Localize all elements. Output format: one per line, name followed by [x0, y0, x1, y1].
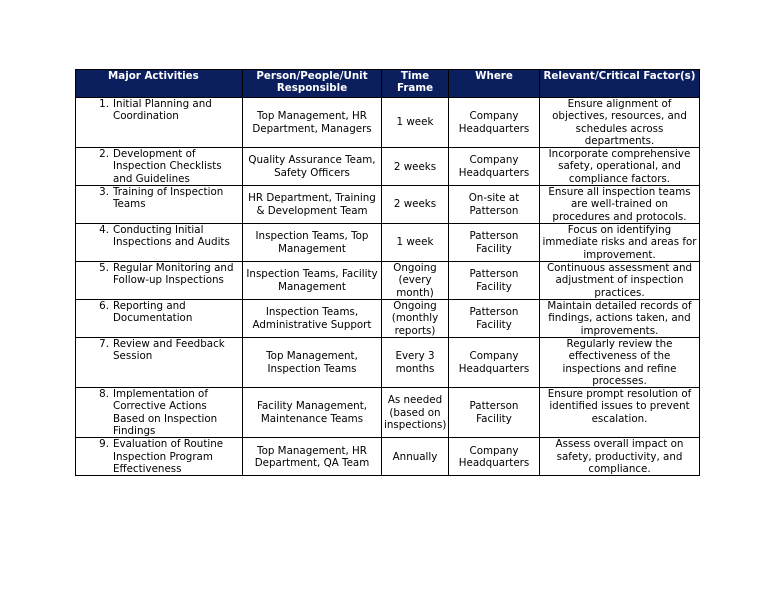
activity-number: 2. [99, 148, 109, 161]
header-factors: Relevant/Critical Factor(s) [540, 70, 700, 98]
table-header-row [76, 70, 700, 98]
table-row [76, 98, 700, 148]
header-time-frame: Time Frame [382, 70, 449, 98]
activity-cell [76, 186, 243, 224]
activity-number: 6. [99, 300, 109, 313]
responsible-cell: Top Management, Inspection Teams [243, 337, 382, 387]
factors-cell: Ensure all inspection teams are well-trained on procedures and protocols. [540, 186, 700, 224]
where-cell: Company Headquarters [449, 438, 540, 476]
factors-cell: Ensure alignment of objectives, resources, and schedules across departments. [540, 98, 700, 148]
where-cell: Patterson Facility [449, 262, 540, 300]
table-row [76, 337, 700, 387]
time-frame-cell: 2 weeks [382, 148, 449, 186]
factors-cell: Incorporate comprehensive safety, operational, and compliance factors. [540, 148, 700, 186]
activity-text: Reporting and Documentation [113, 300, 193, 325]
activity-cell [76, 438, 243, 476]
activity-number: 1. [99, 98, 109, 110]
activity-text: Implementation of Corrective Actions Based on Inspection Findings [113, 388, 218, 438]
table-row [76, 186, 700, 224]
activity-text: Review and Feedback Session [113, 337, 225, 363]
factors-cell: Continuous assessment and adjustment of inspection practices. [540, 262, 700, 300]
responsible-cell: Top Management, HR Department, Managers [243, 98, 382, 148]
table-row [76, 300, 700, 338]
activity-number: 5. [99, 262, 109, 275]
time-frame-cell: 2 weeks [382, 186, 449, 224]
time-frame-cell: Ongoing (monthly reports) [382, 300, 449, 338]
activity-cell [76, 300, 243, 338]
table-row [76, 388, 700, 438]
activity-number: 7. [99, 337, 109, 350]
responsible-cell: HR Department, Training & Development Team [243, 186, 382, 224]
header-major-activities: Major Activities [76, 70, 243, 98]
responsible-cell: Inspection Teams, Administrative Support [243, 300, 382, 338]
time-frame-cell: Ongoing (every month) [382, 262, 449, 300]
time-frame-cell: Every 3 months [382, 337, 449, 387]
activity-cell [76, 148, 243, 186]
responsible-cell: Inspection Teams, Facility Management [243, 262, 382, 300]
time-frame-cell: As needed (based on inspections) [382, 388, 449, 438]
header-where: Where [449, 70, 540, 98]
time-frame-cell: 1 week [382, 98, 449, 148]
responsible-cell: Quality Assurance Team, Safety Officers [243, 148, 382, 186]
activity-number: 8. [99, 388, 109, 401]
activity-cell [76, 262, 243, 300]
table-row [76, 224, 700, 262]
factors-cell: Ensure prompt resolution of identified issues to prevent escalation. [540, 388, 700, 438]
factors-cell: Assess overall impact on safety, productivity, and compliance. [540, 438, 700, 476]
table-row [76, 262, 700, 300]
activity-text: Conducting Initial Inspections and Audits [113, 224, 230, 249]
where-cell: Patterson Facility [449, 300, 540, 338]
activity-text: Training of Inspection Teams [113, 186, 224, 211]
activity-number: 3. [99, 186, 109, 199]
factors-cell: Regularly review the effectiveness of the inspections and refine processes. [540, 337, 700, 387]
responsible-cell: Inspection Teams, Top Management [243, 224, 382, 262]
where-cell: Company Headquarters [449, 337, 540, 387]
activity-number: 4. [99, 224, 109, 237]
factors-cell: Maintain detailed records of findings, actions taken, and improvements. [540, 300, 700, 338]
activity-text: Development of Inspection Checklists and Guidelines [113, 148, 222, 185]
table-row [76, 148, 700, 186]
activity-cell [76, 224, 243, 262]
responsible-cell: Top Management, HR Department, QA Team [243, 438, 382, 476]
activity-text: Evaluation of Routine Inspection Program Effectiveness [113, 438, 224, 475]
time-frame-cell: 1 week [382, 224, 449, 262]
inspection-plan-table [75, 69, 700, 476]
time-frame-cell: Annually [382, 438, 449, 476]
factors-cell: Focus on identifying immediate risks and areas for improvement. [540, 224, 700, 262]
activity-cell [76, 337, 243, 387]
activity-text: Regular Monitoring and Follow-up Inspections [113, 262, 234, 287]
activity-cell [76, 388, 243, 438]
responsible-cell: Facility Management, Maintenance Teams [243, 388, 382, 438]
table-row [76, 438, 700, 476]
header-responsible: Person/People/Unit Responsible [243, 70, 382, 98]
where-cell: Company Headquarters [449, 98, 540, 148]
where-cell: Patterson Facility [449, 388, 540, 438]
activity-text: Initial Planning and Coordination [113, 98, 212, 123]
activity-cell [76, 98, 243, 148]
where-cell: On-site at Patterson [449, 186, 540, 224]
where-cell: Patterson Facility [449, 224, 540, 262]
activity-number: 9. [99, 438, 109, 451]
where-cell: Company Headquarters [449, 148, 540, 186]
